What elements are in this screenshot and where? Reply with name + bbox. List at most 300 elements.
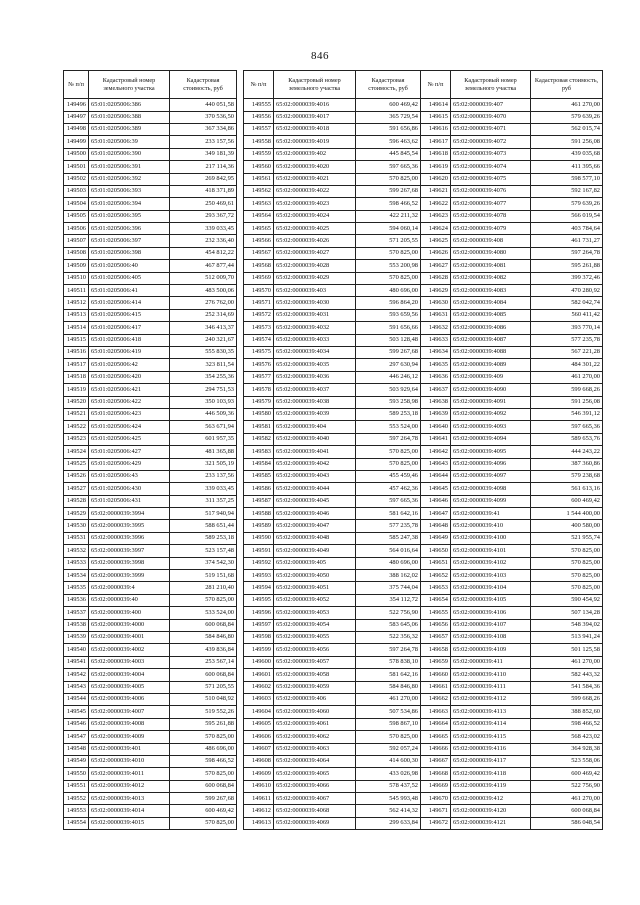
row-number: 149672 xyxy=(421,817,451,829)
cadastral-value: 597 665,36 xyxy=(356,161,421,173)
table-row xyxy=(64,768,237,780)
table-row xyxy=(421,235,603,247)
row-number: 149671 xyxy=(421,805,451,817)
row-number: 149583 xyxy=(244,446,274,458)
row-number: 149663 xyxy=(421,706,451,718)
cadastral-value: 403 784,64 xyxy=(531,223,603,235)
row-number: 149651 xyxy=(421,557,451,569)
row-number: 149565 xyxy=(244,223,274,235)
cadastral-value: 269 842,95 xyxy=(170,173,237,185)
cadastral-value: 582 443,32 xyxy=(531,669,603,681)
table-row xyxy=(421,706,603,718)
cadastral-value: 570 825,00 xyxy=(356,272,421,284)
table-row xyxy=(64,185,237,197)
cadastral-number: 65:02:0000039:4114 xyxy=(451,718,531,730)
cadastral-value: 486 696,00 xyxy=(170,743,237,755)
cadastral-number: 65:02:0000039:4064 xyxy=(274,755,356,767)
cadastral-number: 65:02:0000039:4009 xyxy=(89,731,170,743)
cadastral-value: 461 270,00 xyxy=(531,793,603,805)
cadastral-value: 461 270,00 xyxy=(531,656,603,668)
cadastral-value: 323 811,54 xyxy=(170,359,237,371)
cadastral-number: 65:02:0000039:4016 xyxy=(274,99,356,111)
cadastral-value: 563 671,94 xyxy=(170,421,237,433)
row-number: 149533 xyxy=(64,557,89,569)
cadastral-value: 597 665,36 xyxy=(531,421,603,433)
cadastral-value: 545 993,48 xyxy=(356,793,421,805)
row-number: 149506 xyxy=(64,223,89,235)
table-row xyxy=(244,755,421,767)
row-number: 149650 xyxy=(421,545,451,557)
row-number: 149642 xyxy=(421,446,451,458)
table-row xyxy=(421,718,603,730)
cadastral-value: 591 656,86 xyxy=(356,123,421,135)
table-row xyxy=(421,731,603,743)
table-row xyxy=(64,371,237,383)
cadastral-value: 589 253,18 xyxy=(356,408,421,420)
table-row xyxy=(64,619,237,631)
row-number: 149507 xyxy=(64,235,89,247)
row-number: 149557 xyxy=(244,123,274,135)
cadastral-value: 579 639,26 xyxy=(531,198,603,210)
row-number: 149597 xyxy=(244,619,274,631)
cadastral-number: 65:02:0000039:4088 xyxy=(451,347,531,359)
row-number: 149548 xyxy=(64,743,89,755)
table-row xyxy=(421,594,603,606)
cadastral-number: 65:02:0000039:4000 xyxy=(89,619,170,631)
table-row xyxy=(244,334,421,346)
cadastral-value: 461 731,27 xyxy=(531,235,603,247)
row-number: 149612 xyxy=(244,805,274,817)
table-row xyxy=(244,520,421,532)
row-number: 149539 xyxy=(64,631,89,643)
cadastral-number: 65:01:0205006:415 xyxy=(89,309,170,321)
cadastral-value: 570 825,00 xyxy=(356,731,421,743)
cadastral-number: 65:02:0000039:4036 xyxy=(274,371,356,383)
cadastral-number: 65:02:0000039:4046 xyxy=(274,508,356,520)
table-row xyxy=(421,508,603,520)
table-row xyxy=(421,669,603,681)
cadastral-value: 375 744,04 xyxy=(356,582,421,594)
cadastral-value: 519 151,68 xyxy=(170,570,237,582)
cadastral-value: 367 334,86 xyxy=(170,123,237,135)
cadastral-value: 570 825,00 xyxy=(356,247,421,259)
cadastral-number: 65:02:0000039:4059 xyxy=(274,681,356,693)
table-row xyxy=(244,545,421,557)
cadastral-value: 433 026,98 xyxy=(356,768,421,780)
cadastral-number: 65:02:0000039:4069 xyxy=(274,817,356,829)
row-number: 149551 xyxy=(64,780,89,792)
cadastral-number: 65:02:0000039:4079 xyxy=(451,223,531,235)
table-row xyxy=(244,706,421,718)
cadastral-number: 65:02:0000039:4116 xyxy=(451,743,531,755)
row-number: 149652 xyxy=(421,570,451,582)
table-row xyxy=(64,693,237,705)
table-row xyxy=(64,557,237,569)
table-row xyxy=(421,656,603,668)
cadastral-value: 503 929,64 xyxy=(356,384,421,396)
row-number: 149622 xyxy=(421,198,451,210)
row-number: 149545 xyxy=(64,706,89,718)
cadastral-number: 65:01:0205006:414 xyxy=(89,297,170,309)
cadastral-number: 65:02:0000039:4002 xyxy=(89,644,170,656)
cadastral-value: 553 200,98 xyxy=(356,260,421,272)
cadastral-number: 65:02:0000039:4041 xyxy=(274,446,356,458)
cadastral-number: 65:02:0000039:4035 xyxy=(274,359,356,371)
cadastral-number: 65:02:0000039:4100 xyxy=(451,532,531,544)
row-number: 149658 xyxy=(421,644,451,656)
row-number: 149602 xyxy=(244,681,274,693)
cadastral-number: 65:02:0000039:4091 xyxy=(451,396,531,408)
row-number: 149625 xyxy=(421,235,451,247)
cadastral-value: 571 205,55 xyxy=(356,235,421,247)
row-number: 149574 xyxy=(244,334,274,346)
cadastral-number: 65:02:0000039:4060 xyxy=(274,706,356,718)
cadastral-number: 65:02:0000039:4095 xyxy=(451,446,531,458)
cadastral-value: 541 584,36 xyxy=(531,681,603,693)
table-row xyxy=(64,260,237,272)
cadastral-value: 570 825,00 xyxy=(356,446,421,458)
row-number: 149627 xyxy=(421,260,451,272)
table-row xyxy=(244,297,421,309)
row-number: 149668 xyxy=(421,768,451,780)
row-number: 149500 xyxy=(64,148,89,160)
cadastral-value: 281 210,40 xyxy=(170,582,237,594)
cadastral-value: 455 459,46 xyxy=(356,470,421,482)
cadastral-number: 65:02:0000039:41 xyxy=(451,508,531,520)
cadastral-value: 579 639,26 xyxy=(531,111,603,123)
table-row xyxy=(64,594,237,606)
row-number: 149634 xyxy=(421,347,451,359)
cadastral-value: 483 500,06 xyxy=(170,285,237,297)
cadastral-value: 522 756,90 xyxy=(531,780,603,792)
cadastral-value: 546 391,12 xyxy=(531,408,603,420)
cadastral-value: 595 261,88 xyxy=(531,260,603,272)
cadastral-number: 65:02:0000039:3994 xyxy=(89,508,170,520)
row-number: 149510 xyxy=(64,272,89,284)
table-row xyxy=(244,731,421,743)
cadastral-number: 65:02:0000039:4023 xyxy=(274,198,356,210)
cadastral-value: 276 762,00 xyxy=(170,297,237,309)
cadastral-value: 570 825,00 xyxy=(170,594,237,606)
table-row xyxy=(64,495,237,507)
cadastral-number: 65:02:0000039:3995 xyxy=(89,520,170,532)
cadastral-number: 65:02:0000039:4012 xyxy=(89,780,170,792)
row-number: 149616 xyxy=(421,123,451,135)
cadastral-number: 65:02:0000039:4043 xyxy=(274,470,356,482)
row-number: 149588 xyxy=(244,508,274,520)
header-row xyxy=(244,71,421,99)
cadastral-number: 65:02:0000039:4032 xyxy=(274,322,356,334)
table-row xyxy=(244,508,421,520)
cadastral-number: 65:02:0000039:4010 xyxy=(89,755,170,767)
table-row xyxy=(64,247,237,259)
cadastral-number: 65:01:0205006:423 xyxy=(89,408,170,420)
table-row xyxy=(421,780,603,792)
cadastral-value: 297 630,94 xyxy=(356,359,421,371)
row-number: 149643 xyxy=(421,458,451,470)
column-header-cadastral-value: Кадастровая стоимость, руб xyxy=(531,71,603,99)
row-number: 149653 xyxy=(421,582,451,594)
table-row xyxy=(421,396,603,408)
table-row xyxy=(244,198,421,210)
cadastral-value: 600 068,84 xyxy=(531,805,603,817)
cadastral-value: 501 125,58 xyxy=(531,644,603,656)
cadastral-number: 65:02:0000039:4086 xyxy=(451,322,531,334)
column-header-number: № п/п xyxy=(64,71,89,99)
cadastral-value: 589 253,18 xyxy=(170,532,237,544)
cadastral-value: 510 048,92 xyxy=(170,693,237,705)
table-row xyxy=(244,136,421,148)
cadastral-value: 600 469,42 xyxy=(356,99,421,111)
table-row xyxy=(64,520,237,532)
row-number: 149558 xyxy=(244,136,274,148)
cadastral-number: 65:02:0000039:4022 xyxy=(274,185,356,197)
cadastral-value: 578 437,52 xyxy=(356,780,421,792)
table-row xyxy=(64,718,237,730)
cadastral-number: 65:02:0000039:4078 xyxy=(451,210,531,222)
cadastral-number: 65:02:0000039:401 xyxy=(89,743,170,755)
row-number: 149514 xyxy=(64,322,89,334)
cadastral-value: 600 469,42 xyxy=(170,805,237,817)
cadastral-value: 393 770,14 xyxy=(531,322,603,334)
cadastral-value: 582 042,74 xyxy=(531,297,603,309)
cadastral-value: 294 751,53 xyxy=(170,384,237,396)
table-row xyxy=(64,793,237,805)
table-row xyxy=(421,557,603,569)
table-row xyxy=(421,570,603,582)
cadastral-value: 414 600,30 xyxy=(356,755,421,767)
cadastral-value: 321 505,19 xyxy=(170,458,237,470)
row-number: 149525 xyxy=(64,458,89,470)
cadastral-number: 65:02:0000039:4015 xyxy=(89,817,170,829)
cadastral-value: 597 264,78 xyxy=(356,433,421,445)
cadastral-value: 579 238,68 xyxy=(531,470,603,482)
cadastral-number: 65:02:0000039:4105 xyxy=(451,594,531,606)
cadastral-number: 65:02:0000039:4063 xyxy=(274,743,356,755)
row-number: 149649 xyxy=(421,532,451,544)
cadastral-value: 467 877,44 xyxy=(170,260,237,272)
table-row xyxy=(421,433,603,445)
table-row xyxy=(244,371,421,383)
cadastral-number: 65:02:0000039:4051 xyxy=(274,582,356,594)
table-row xyxy=(64,669,237,681)
cadastral-number: 65:02:0000039:4038 xyxy=(274,396,356,408)
table-row xyxy=(421,260,603,272)
table-row xyxy=(244,347,421,359)
cadastral-number: 65:02:0000039:4089 xyxy=(451,359,531,371)
cadastral-value: 418 371,89 xyxy=(170,185,237,197)
row-number: 149584 xyxy=(244,458,274,470)
cadastral-value: 233 137,56 xyxy=(170,470,237,482)
cadastral-value: 217 114,36 xyxy=(170,161,237,173)
cadastral-value: 388 852,60 xyxy=(531,706,603,718)
table-row xyxy=(244,433,421,445)
cadastral-value: 445 845,54 xyxy=(356,148,421,160)
row-number: 149501 xyxy=(64,161,89,173)
cadastral-value: 457 462,36 xyxy=(356,483,421,495)
row-number: 149569 xyxy=(244,272,274,284)
row-number: 149603 xyxy=(244,693,274,705)
cadastral-number: 65:02:0000039:4018 xyxy=(274,123,356,135)
cadastral-number: 65:02:0000039:4042 xyxy=(274,458,356,470)
row-number: 149520 xyxy=(64,396,89,408)
cadastral-number: 65:01:0205006:431 xyxy=(89,495,170,507)
cadastral-value: 232 336,40 xyxy=(170,235,237,247)
row-number: 149566 xyxy=(244,235,274,247)
cadastral-value: 591 656,66 xyxy=(356,322,421,334)
table-row xyxy=(64,136,237,148)
row-number: 149504 xyxy=(64,198,89,210)
table-row xyxy=(64,148,237,160)
row-number: 149517 xyxy=(64,359,89,371)
cadastral-value: 578 838,10 xyxy=(356,656,421,668)
table-row xyxy=(244,582,421,594)
row-number: 149555 xyxy=(244,99,274,111)
row-number: 149645 xyxy=(421,483,451,495)
table-row xyxy=(421,607,603,619)
cadastral-value: 590 454,92 xyxy=(531,594,603,606)
table-row xyxy=(64,656,237,668)
cadastral-number: 65:02:0000039:4039 xyxy=(274,408,356,420)
row-number: 149630 xyxy=(421,297,451,309)
table-row xyxy=(421,619,603,631)
column-header-cadastral-value: Кадастровая стоимость, руб xyxy=(170,71,237,99)
cadastral-value: 577 235,78 xyxy=(356,520,421,532)
table-row xyxy=(244,768,421,780)
table-row xyxy=(244,446,421,458)
cadastral-value: 598 867,10 xyxy=(356,718,421,730)
row-number: 149578 xyxy=(244,384,274,396)
cadastral-number: 65:01:0205006:39 xyxy=(89,136,170,148)
cadastral-number: 65:02:0000039:4115 xyxy=(451,731,531,743)
cadastral-value: 594 060,14 xyxy=(356,223,421,235)
table-row xyxy=(244,483,421,495)
row-number: 149531 xyxy=(64,532,89,544)
cadastral-value: 593 258,98 xyxy=(356,396,421,408)
row-number: 149542 xyxy=(64,669,89,681)
row-number: 149553 xyxy=(64,805,89,817)
table-row xyxy=(421,805,603,817)
table-row xyxy=(64,322,237,334)
cadastral-value: 570 825,00 xyxy=(531,557,603,569)
cadastral-number: 65:01:0205006:391 xyxy=(89,161,170,173)
table-row xyxy=(421,693,603,705)
cadastral-value: 589 653,76 xyxy=(531,433,603,445)
header-row xyxy=(64,71,237,99)
row-number: 149636 xyxy=(421,371,451,383)
column-header-cadastral-number: Кадастровый номер земельного участка xyxy=(274,71,356,99)
row-number: 149527 xyxy=(64,483,89,495)
table-row xyxy=(421,470,603,482)
row-number: 149596 xyxy=(244,607,274,619)
row-number: 149587 xyxy=(244,495,274,507)
cadastral-number: 65:02:0000039:4098 xyxy=(451,483,531,495)
column-header-cadastral-number: Кадастровый номер земельного участка xyxy=(89,71,170,99)
cadastral-number: 65:01:0205006:424 xyxy=(89,421,170,433)
row-number: 149543 xyxy=(64,681,89,693)
table-row xyxy=(421,309,603,321)
row-number: 149623 xyxy=(421,210,451,222)
cadastral-value: 523 157,48 xyxy=(170,545,237,557)
cadastral-number: 65:02:0000039:4107 xyxy=(451,619,531,631)
table-row xyxy=(64,532,237,544)
table-row xyxy=(64,334,237,346)
table-row xyxy=(64,210,237,222)
cadastral-number: 65:01:0205006:386 xyxy=(89,99,170,111)
table-row xyxy=(64,755,237,767)
cadastral-number: 65:02:0000039:3997 xyxy=(89,545,170,557)
cadastral-number: 65:02:0000039:4094 xyxy=(451,433,531,445)
cadastral-value: 387 360,86 xyxy=(531,458,603,470)
table-row xyxy=(421,322,603,334)
cadastral-number: 65:02:0000039:4065 xyxy=(274,768,356,780)
row-number: 149522 xyxy=(64,421,89,433)
cadastral-value: 470 280,92 xyxy=(531,285,603,297)
cadastral-number: 65:02:0000039:408 xyxy=(451,235,531,247)
cadastral-number: 65:02:0000039:4096 xyxy=(451,458,531,470)
cadastral-value: 598 577,10 xyxy=(531,173,603,185)
row-number: 149664 xyxy=(421,718,451,730)
row-number: 149655 xyxy=(421,607,451,619)
cadastral-number: 65:02:0000039:4121 xyxy=(451,817,531,829)
cadastral-number: 65:02:0000039:400 xyxy=(89,607,170,619)
cadastral-number: 65:01:0205006:422 xyxy=(89,396,170,408)
row-number: 149513 xyxy=(64,309,89,321)
row-number: 149571 xyxy=(244,297,274,309)
cadastral-value: 599 267,68 xyxy=(356,347,421,359)
row-number: 149598 xyxy=(244,631,274,643)
cadastral-value: 570 825,00 xyxy=(170,731,237,743)
table-row xyxy=(64,285,237,297)
table-row xyxy=(64,570,237,582)
table-row xyxy=(244,148,421,160)
cadastral-number: 65:02:0000039:4052 xyxy=(274,594,356,606)
table-row xyxy=(64,396,237,408)
cadastral-value: 598 466,52 xyxy=(531,718,603,730)
cadastral-value: 346 413,37 xyxy=(170,322,237,334)
table-row xyxy=(244,185,421,197)
row-number: 149670 xyxy=(421,793,451,805)
table-row xyxy=(244,173,421,185)
cadastral-number: 65:02:0000039:4106 xyxy=(451,607,531,619)
cadastral-number: 65:02:0000039:4073 xyxy=(451,148,531,160)
table-row xyxy=(244,260,421,272)
cadastral-value: 581 642,16 xyxy=(356,508,421,520)
cadastral-value: 422 211,32 xyxy=(356,210,421,222)
cadastral-value: 521 955,74 xyxy=(531,532,603,544)
row-number: 149546 xyxy=(64,718,89,730)
cadastral-number: 65:02:0000039:4001 xyxy=(89,631,170,643)
table-row xyxy=(64,99,237,111)
table-row xyxy=(421,111,603,123)
cadastral-value: 461 270,00 xyxy=(531,371,603,383)
cadastral-value: 522 756,90 xyxy=(356,607,421,619)
table-row xyxy=(421,384,603,396)
row-number: 149562 xyxy=(244,185,274,197)
cadastral-value: 370 536,50 xyxy=(170,111,237,123)
row-number: 149628 xyxy=(421,272,451,284)
row-number: 149497 xyxy=(64,111,89,123)
row-number: 149502 xyxy=(64,173,89,185)
table-row xyxy=(421,644,603,656)
row-number: 149647 xyxy=(421,508,451,520)
cadastral-value: 570 825,00 xyxy=(170,817,237,829)
table-row xyxy=(64,582,237,594)
cadastral-number: 65:02:0000039:4050 xyxy=(274,570,356,582)
cadastral-value: 339 033,45 xyxy=(170,483,237,495)
cadastral-value: 444 243,22 xyxy=(531,446,603,458)
cadastral-value: 600 068,84 xyxy=(170,669,237,681)
